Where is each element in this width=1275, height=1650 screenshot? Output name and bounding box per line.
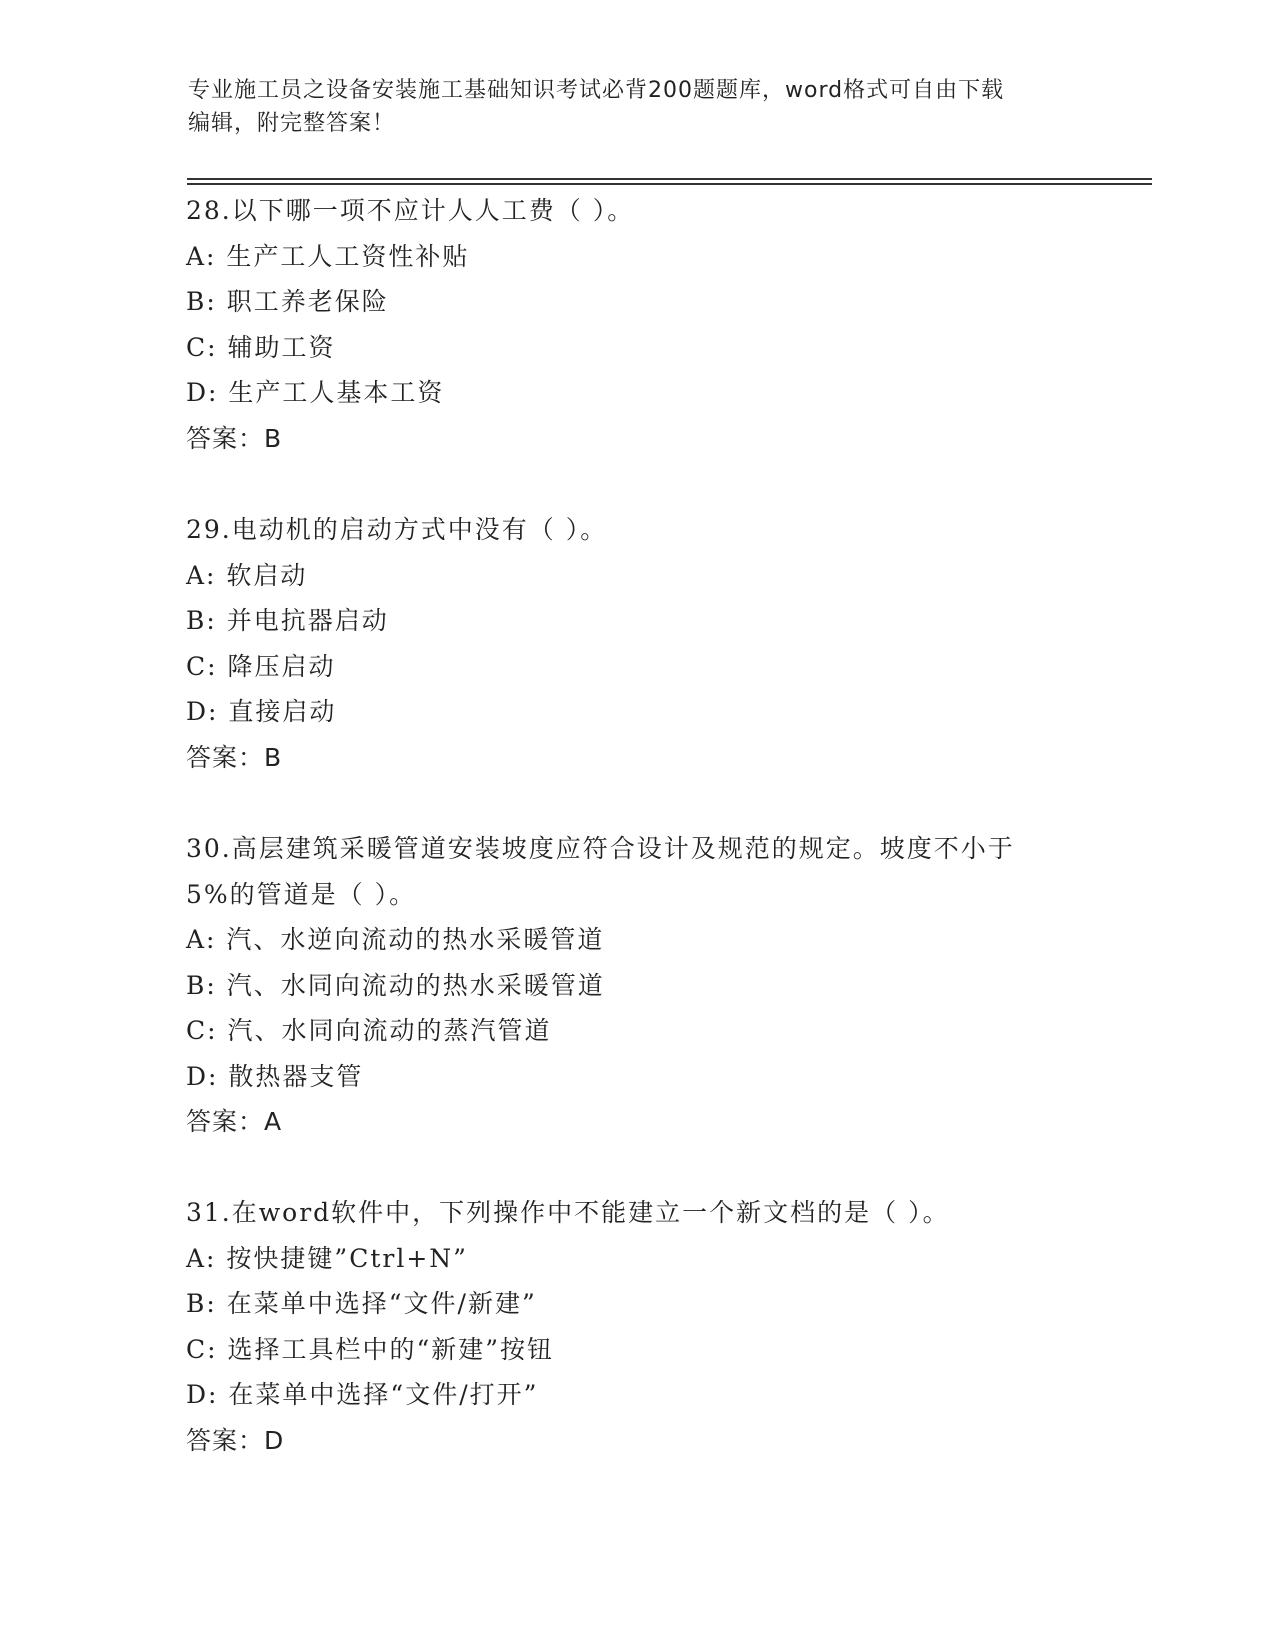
question-stem: 28.以下哪一项不应计人人工费（ ）。	[186, 196, 635, 225]
question-stem: 31.在word软件中，下列操作中不能建立一个新文档的是（ ）。	[186, 1198, 950, 1227]
header-line-2: 编辑，附完整答案！	[188, 111, 396, 136]
option-b: B: 汽、水同向流动的热水采暖管道	[186, 970, 605, 1000]
option-a: A: 按快捷键”Ctrl+N”	[186, 1243, 468, 1273]
question-stem: 29.电动机的启动方式中没有（ ）。	[186, 515, 608, 544]
header-divider-bottom	[187, 183, 1152, 185]
option-c: C: 辅助工资	[186, 332, 336, 362]
question-28	[186, 188, 1106, 461]
option-c: C: 降压启动	[186, 651, 336, 681]
question-stem-line-1: 30.高层建筑采暖管道安装坡度应符合设计及规范的规定。坡度不小于	[186, 834, 1015, 863]
option-a: A: 生产工人工资性补贴	[186, 241, 470, 271]
option-b: B: 职工养老保险	[186, 287, 389, 316]
question-31	[186, 1190, 1106, 1463]
question-30	[186, 826, 1106, 1145]
answer-line: 答案：D	[186, 1425, 285, 1455]
option-a: A: 汽、水逆向流动的热水采暖管道	[186, 925, 605, 954]
option-d: D: 在菜单中选择“文件/打开”	[186, 1380, 539, 1409]
option-b: B: 在菜单中选择“文件/新建”	[186, 1289, 537, 1318]
option-b: B: 并电抗器启动	[186, 606, 389, 635]
option-d: D: 生产工人基本工资	[186, 378, 445, 407]
question-29	[186, 507, 1106, 780]
document-header	[188, 74, 1088, 140]
header-line-1: 专业施工员之设备安装施工基础知识考试必背200题题库，word格式可自由下载	[188, 78, 1005, 103]
option-d: D: 散热器支管	[186, 1061, 364, 1091]
option-c: C: 选择工具栏中的“新建”按钮	[186, 1334, 555, 1364]
answer-line: 答案：B	[186, 423, 283, 453]
question-stem-line-2: 5%的管道是（ ）。	[186, 879, 417, 909]
answer-line: 答案：A	[186, 1107, 283, 1136]
option-c: C: 汽、水同向流动的蒸汽管道	[186, 1016, 552, 1045]
answer-line: 答案：B	[186, 742, 283, 772]
option-d: D: 直接启动	[186, 697, 337, 726]
option-a: A: 软启动	[186, 560, 308, 590]
header-divider-top	[187, 178, 1152, 180]
